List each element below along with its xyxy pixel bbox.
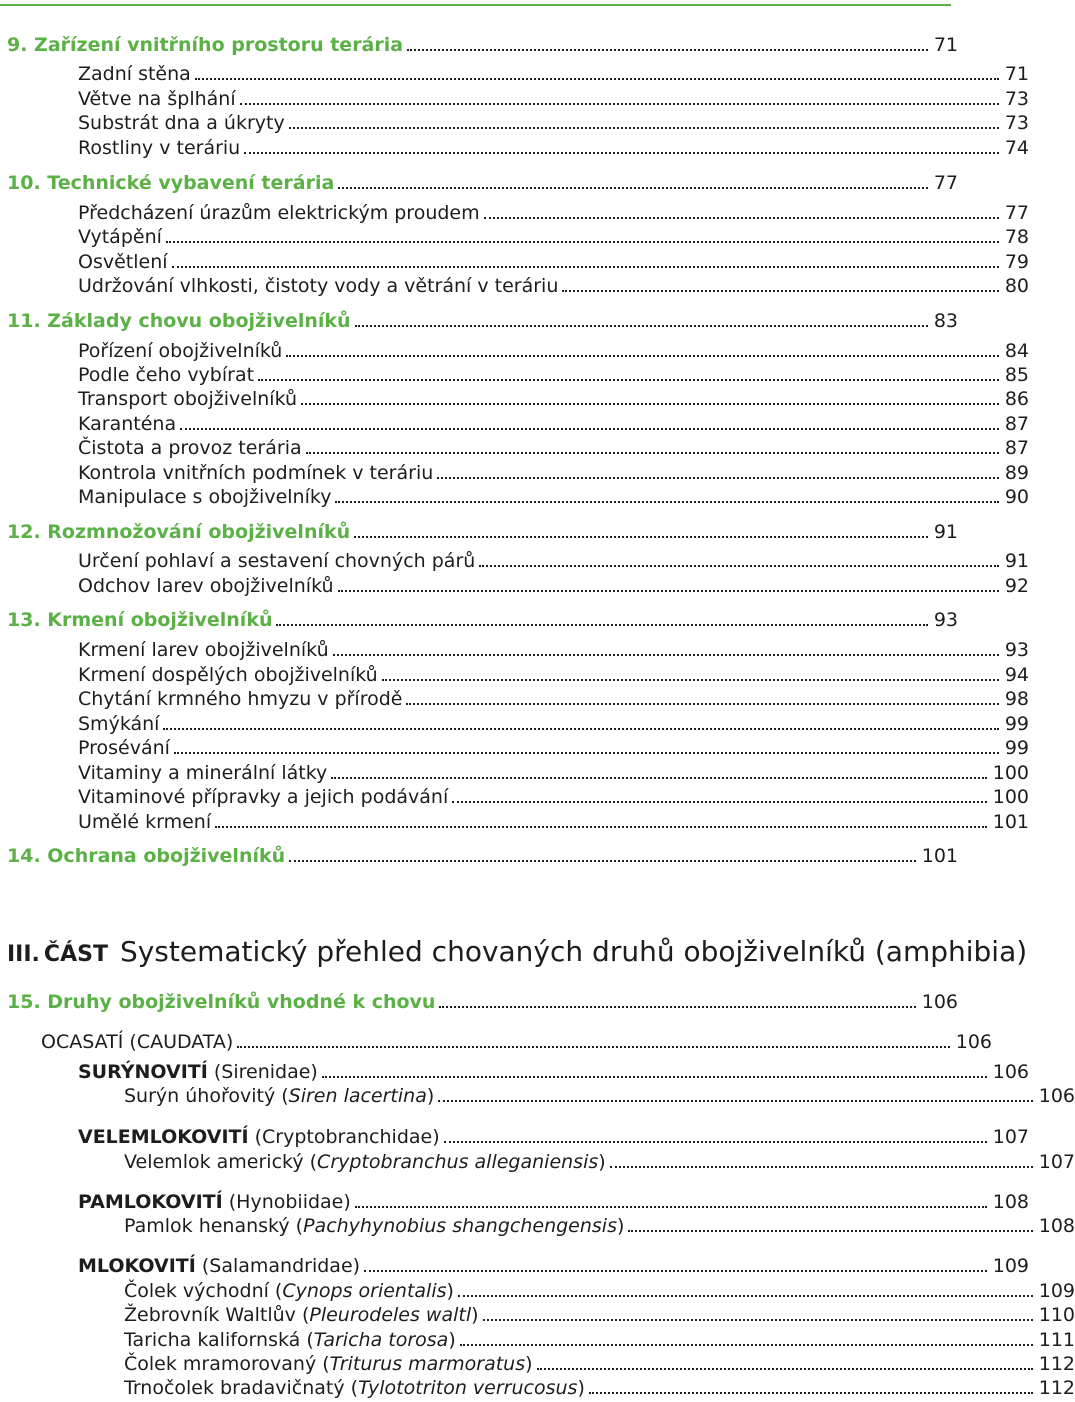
dot-leader (484, 217, 999, 219)
page-number: 99 (1004, 737, 1029, 759)
dot-leader (174, 752, 999, 754)
dot-leader (301, 403, 999, 405)
top-rule (0, 4, 951, 6)
dot-leader (628, 1230, 1032, 1232)
toc-entry-label: PAMLOKOVITÍ (Hynobiidae) (78, 1191, 351, 1213)
toc-entry-label: OCASATÍ (CAUDATA) (41, 1031, 234, 1053)
toc-entry-label: Kontrola vnitřních podmínek v teráriu (78, 462, 434, 484)
toc-entry-label: 10. Technické vybavení terária (7, 172, 335, 194)
dot-leader (338, 590, 999, 592)
toc-entry-row[interactable] (0, 108, 1029, 134)
toc-entry-label: Udržování vlhkosti, čistoty vody a větrání v teráriu (78, 275, 559, 297)
toc-entry-row[interactable] (0, 1057, 1029, 1083)
toc-entry-row[interactable] (0, 660, 1029, 686)
toc-entry-row[interactable] (0, 59, 1029, 85)
toc-chapter-row[interactable] (0, 306, 958, 332)
toc-entry-label: Čistota a provoz terária (78, 437, 302, 459)
page-number: 83 (933, 310, 958, 332)
page-number: 106 (1038, 1085, 1075, 1107)
page-number: 91 (1004, 550, 1029, 572)
species-latin-name: Pleurodeles waltl (309, 1304, 472, 1326)
page-number: 100 (992, 762, 1029, 784)
page-number: 86 (1004, 388, 1029, 410)
toc-entry-label: Zadní stěna (78, 63, 191, 85)
dot-leader (364, 1270, 987, 1272)
species-common-name: Velemlok americký (124, 1151, 304, 1173)
species-latin-name: Tylototriton verrucosus (358, 1377, 578, 1399)
toc-entry-row[interactable] (0, 433, 1029, 459)
dot-leader (562, 290, 998, 292)
species-common-name: Čolek mramorovaný (124, 1353, 317, 1375)
page-number: 112 (1038, 1353, 1075, 1375)
toc-entry-row[interactable] (0, 1211, 1075, 1237)
dot-leader (215, 826, 987, 828)
toc-entry-label: Žebrovník Waltlův (Pleurodeles waltl) (124, 1304, 479, 1326)
dot-leader (172, 266, 999, 268)
dot-leader (276, 624, 927, 626)
toc-entry-row[interactable] (0, 684, 1029, 710)
toc-entry-label: SURÝNOVITÍ (Sirenidae) (78, 1061, 318, 1083)
species-latin-name: Cynops orientalis (282, 1280, 447, 1302)
dot-leader (355, 1206, 987, 1208)
toc-entry-label: Umělé krmení (78, 811, 212, 833)
dot-leader (407, 49, 928, 51)
dot-leader (479, 565, 999, 567)
toc-entry-label: Podle čeho vybírat (78, 364, 255, 386)
toc-entry-row[interactable] (0, 360, 1029, 386)
species-latin-name: Triturus marmoratus (329, 1353, 526, 1375)
dot-leader (322, 1076, 987, 1078)
toc-entry-row[interactable] (0, 807, 1029, 833)
dot-leader (460, 1344, 1033, 1346)
species-latin-name: Siren lacertina (288, 1085, 427, 1107)
toc-entry-label: Pořízení obojživelníků (78, 340, 283, 362)
family-name: PAMLOKOVITÍ (78, 1191, 223, 1213)
toc-entry-row[interactable] (0, 247, 1029, 273)
family-latin: Sirenidae (221, 1061, 311, 1083)
family-name: MLOKOVITÍ (78, 1255, 196, 1277)
dot-leader (406, 703, 998, 705)
page-number: 112 (1038, 1377, 1075, 1399)
page-number: 87 (1004, 413, 1029, 435)
toc-entry-row[interactable] (0, 758, 1029, 784)
toc-entry-label: Trnočolek bradavičnatý (Tylototriton verrucosus) (124, 1377, 585, 1399)
page-number: 109 (1038, 1280, 1075, 1302)
species-common-name: Surýn úhořovitý (124, 1085, 276, 1107)
dot-leader (286, 355, 998, 357)
page-number: 92 (1004, 575, 1029, 597)
page-number: 107 (992, 1126, 1029, 1148)
dot-leader (610, 1166, 1033, 1168)
toc-entry-label: MLOKOVITÍ (Salamandridae) (78, 1255, 361, 1277)
page-number: 73 (1004, 112, 1029, 134)
dot-leader (331, 777, 986, 779)
toc-entry-label: Manipulace s obojživelníky (78, 486, 332, 508)
family-latin: Salamandridae (209, 1255, 353, 1277)
toc-entry-label: 13. Krmení obojživelníků (7, 609, 273, 631)
page-number: 84 (1004, 340, 1029, 362)
toc-entry-label: Vytápění (78, 226, 162, 248)
part-number: III. (7, 942, 40, 967)
part-title: Systematický přehled chovaných druhů obojživelníků (amphibia) (119, 935, 1028, 968)
toc-entry-label: Velemlok americký (Cryptobranchus alleganiensis) (124, 1151, 606, 1173)
toc-entry-row[interactable] (0, 133, 1029, 159)
family-name: SURÝNOVITÍ (78, 1061, 208, 1083)
toc-entry-label: Pamlok henanský (Pachyhynobius shangchengensis) (124, 1215, 625, 1237)
species-latin-name: Pachyhynobius shangchengensis (303, 1215, 617, 1237)
page-number: 71 (1004, 63, 1029, 85)
page-number: 108 (1038, 1215, 1075, 1237)
toc-entry-row[interactable] (0, 222, 1029, 248)
toc-entry-row[interactable] (0, 384, 1029, 410)
toc-entry-label: Chytání krmného hmyzu v přírodě (78, 688, 403, 710)
page-number: 89 (1004, 462, 1029, 484)
dot-leader (335, 501, 998, 503)
toc-entry-label: Osvětlení (78, 251, 168, 273)
toc-entry-row[interactable] (0, 198, 1029, 224)
toc-entry-label: Určení pohlaví a sestavení chovných párů (78, 550, 476, 572)
dot-leader (483, 1319, 1033, 1321)
dot-leader (289, 127, 999, 129)
species-common-name: Trnočolek bradavičnatý (124, 1377, 345, 1399)
page-number: 107 (1038, 1151, 1075, 1173)
dot-leader (537, 1368, 1033, 1370)
toc-chapter-row[interactable] (0, 605, 958, 631)
toc-entry-label: Vitaminy a minerální látky (78, 762, 328, 784)
page-number: 85 (1004, 364, 1029, 386)
dot-leader (382, 679, 999, 681)
toc-entry-label: Odchov larev obojživelníků (78, 575, 334, 597)
toc-entry-label: 9. Zařízení vnitřního prostoru terária (7, 34, 404, 56)
toc-chapter-row[interactable] (0, 30, 958, 56)
toc-entry-row[interactable] (0, 1349, 1075, 1375)
dot-leader (237, 1046, 949, 1048)
page-number: 98 (1004, 688, 1029, 710)
toc-entry-row[interactable] (0, 571, 1029, 597)
dot-leader (333, 654, 999, 656)
dot-leader (258, 379, 999, 381)
toc-entry-row[interactable] (0, 546, 1029, 572)
toc-entry-label: Karanténa (78, 413, 177, 435)
toc-entry-row[interactable] (0, 482, 1029, 508)
page-number: 73 (1004, 88, 1029, 110)
toc-entry-label: Prosévání (78, 737, 170, 759)
family-latin: Hynobiidae (236, 1191, 344, 1213)
toc-entry-row[interactable] (0, 635, 1029, 661)
toc-entry-label: Rostliny v teráriu (78, 137, 241, 159)
toc-entry-row[interactable] (0, 1373, 1075, 1399)
page-number: 90 (1004, 486, 1029, 508)
species-common-name: Taricha kalifornská (124, 1329, 301, 1351)
toc-entry-label: 11. Základy chovu obojživelníků (7, 310, 351, 332)
page-number: 87 (1004, 437, 1029, 459)
dot-leader (452, 801, 987, 803)
family-latin: Cryptobranchidae (262, 1126, 433, 1148)
toc-entry-row[interactable] (0, 1081, 1075, 1107)
toc-entry-row[interactable] (0, 336, 1029, 362)
page-number: 106 (955, 1031, 992, 1053)
toc-entry-label: Krmení larev obojživelníků (78, 639, 329, 661)
page-number: 80 (1004, 275, 1029, 297)
toc-entry-row[interactable] (0, 1027, 992, 1053)
toc-entry-label: 12. Rozmnožování obojživelníků (7, 521, 351, 543)
toc-entry-row[interactable] (0, 1251, 1029, 1277)
species-common-name: Čolek východní (124, 1280, 269, 1302)
toc-entry-row[interactable] (0, 1122, 1029, 1148)
page-number: 93 (1004, 639, 1029, 661)
family-name: VELEMLOKOVITÍ (78, 1126, 249, 1148)
part-word: ČÁST (43, 942, 108, 967)
page-number: 101 (992, 811, 1029, 833)
toc-entry-label: VELEMLOKOVITÍ (Cryptobranchidae) (78, 1126, 440, 1148)
species-latin-name: Taricha torosa (313, 1329, 449, 1351)
toc-entry-row[interactable] (0, 1325, 1075, 1351)
toc-entry-row[interactable] (0, 709, 1029, 735)
dot-leader (355, 325, 928, 327)
species-common-name: Žebrovník Waltlův (124, 1304, 296, 1326)
dot-leader (439, 1006, 915, 1008)
toc-entry-label: Transport obojživelníků (78, 388, 298, 410)
page-number: 79 (1004, 251, 1029, 273)
page-number: 110 (1038, 1304, 1075, 1326)
species-latin-name: Cryptobranchus alleganiensis (317, 1151, 599, 1173)
toc-entry-row[interactable] (0, 458, 1029, 484)
toc-chapter-row[interactable] (0, 517, 958, 543)
page-number: 77 (1004, 202, 1029, 224)
page-number: 71 (933, 34, 958, 56)
dot-leader (458, 1295, 1033, 1297)
toc-entry-label: Větve na šplhání (78, 88, 236, 110)
dot-leader (244, 152, 999, 154)
toc-entry-row[interactable] (0, 271, 1029, 297)
dot-leader (444, 1141, 987, 1143)
dot-leader (437, 477, 999, 479)
toc-entry-label: Předcházení úrazům elektrickým proudem (78, 202, 480, 224)
toc-entry-label: Čolek východní (Cynops orientalis) (124, 1280, 454, 1302)
dot-leader (354, 536, 928, 538)
page-number: 93 (933, 609, 958, 631)
species-common-name: Pamlok henanský (124, 1215, 290, 1237)
toc-entry-label: 14. Ochrana obojživelníků (7, 845, 286, 867)
toc-entry-row[interactable] (0, 1276, 1075, 1302)
toc-entry-label: Čolek mramorovaný (Triturus marmoratus) (124, 1353, 533, 1375)
toc-entry-row[interactable] (0, 733, 1029, 759)
dot-leader (289, 860, 916, 862)
dot-leader (306, 452, 999, 454)
toc-entry-label: Krmení dospělých obojživelníků (78, 664, 378, 686)
dot-leader (195, 78, 999, 80)
toc-entry-row[interactable] (0, 1147, 1075, 1173)
toc-chapter-row[interactable] (0, 168, 958, 194)
page-number: 99 (1004, 713, 1029, 735)
part-heading (7, 935, 1027, 968)
page-number: 100 (992, 786, 1029, 808)
page-number: 109 (992, 1255, 1029, 1277)
page-number: 108 (992, 1191, 1029, 1213)
toc-entry-label: 15. Druhy obojživelníků vhodné k chovu (7, 991, 436, 1013)
dot-leader (438, 1100, 1032, 1102)
page-number: 111 (1038, 1329, 1075, 1351)
page-number: 74 (1004, 137, 1029, 159)
toc-entry-row[interactable] (0, 1187, 1029, 1213)
page-number: 78 (1004, 226, 1029, 248)
toc-entry-label: Smýkání (78, 713, 160, 735)
toc-entry-label: Taricha kalifornská (Taricha torosa) (124, 1329, 456, 1351)
toc-entry-label: Substrát dna a úkryty (78, 112, 285, 134)
dot-leader (338, 187, 928, 189)
toc-entry-label: Vitaminové přípravky a jejich podávání (78, 786, 449, 808)
page-number: 77 (933, 172, 958, 194)
dot-leader (240, 103, 999, 105)
toc-entry-label: Surýn úhořovitý (Siren lacertina) (124, 1085, 435, 1107)
toc-entry-row[interactable] (0, 1300, 1075, 1326)
page-number: 91 (933, 521, 958, 543)
page-number: 106 (921, 991, 958, 1013)
toc-chapter-row[interactable] (0, 987, 958, 1013)
dot-leader (180, 428, 999, 430)
page-number: 94 (1004, 664, 1029, 686)
toc-entry-row[interactable] (0, 409, 1029, 435)
toc-entry-row[interactable] (0, 782, 1029, 808)
dot-leader (589, 1392, 1033, 1394)
page-number: 106 (992, 1061, 1029, 1083)
page-number: 101 (921, 845, 958, 867)
toc-entry-row[interactable] (0, 84, 1029, 110)
toc-chapter-row[interactable] (0, 841, 958, 867)
dot-leader (163, 728, 998, 730)
dot-leader (166, 241, 999, 243)
